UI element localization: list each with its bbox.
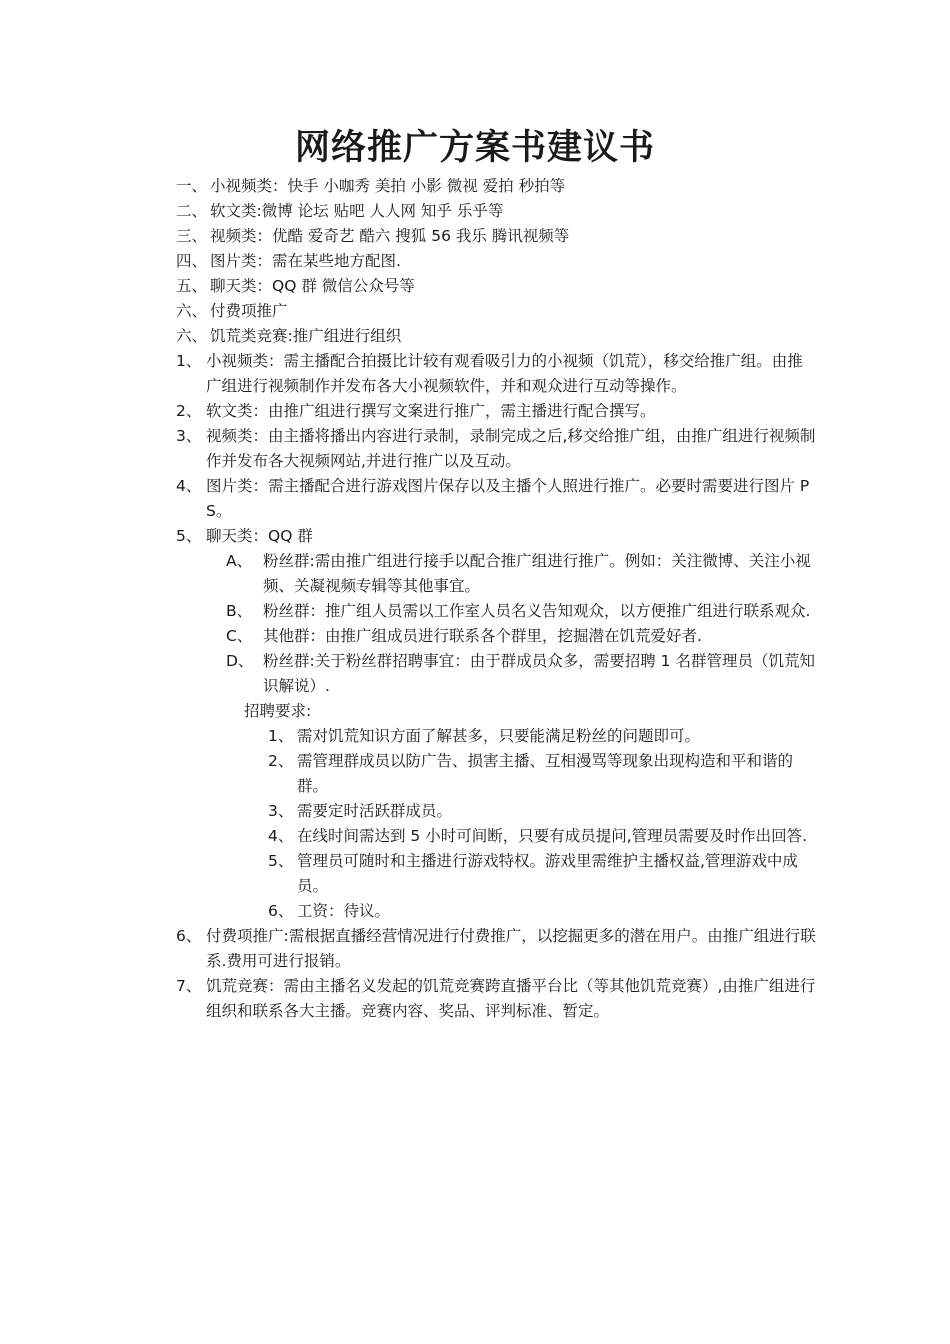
list-item	[176, 349, 816, 399]
sub-item-letter: B、	[226, 602, 253, 620]
category-number: 四、	[176, 252, 208, 270]
item-number: 3、	[176, 427, 202, 445]
recruit-number: 2、	[268, 752, 294, 770]
sub-item-letter: C、	[226, 627, 253, 645]
recruit-item	[176, 849, 816, 899]
category-number: 一、	[176, 177, 208, 195]
recruit-number: 6、	[268, 902, 294, 920]
recruit-number: 4、	[268, 827, 294, 845]
recruit-text: 管理员可随时和主播进行游戏特权。游戏里需维护主播权益,管理游戏中成员。	[297, 852, 798, 895]
item-number: 1、	[176, 352, 202, 370]
sub-item-letter: D、	[226, 652, 254, 670]
sub-item	[176, 649, 816, 699]
category-item	[176, 174, 816, 199]
category-text: 饥荒类竞赛:推广组进行组织	[210, 327, 402, 345]
document-body	[176, 174, 816, 1024]
category-text: 小视频类：快手 小咖秀 美拍 小影 微视 爱拍 秒拍等	[210, 177, 566, 195]
recruit-item	[176, 899, 816, 924]
recruit-item	[176, 799, 816, 824]
category-item	[176, 199, 816, 224]
item-text: 付费项推广:需根据直播经营情况进行付费推广，以挖掘更多的潜在用户。由推广组进行联系.费用可进行报销。	[206, 927, 816, 970]
sub-item-text: 粉丝群:关于粉丝群招聘事宜：由于群成员众多，需要招聘 1 名群管理员（饥荒知识解说）.	[263, 652, 815, 695]
list-item	[176, 924, 816, 974]
item-text: 小视频类：需主播配合拍摄比计较有观看吸引力的小视频（饥荒），移交给推广组。由推广组进行视频制作并发布各大小视频软件，并和观众进行互动等操作。	[206, 352, 803, 395]
category-number: 五、	[176, 277, 208, 295]
recruit-number: 1、	[268, 727, 294, 745]
category-number: 二、	[176, 202, 208, 220]
item-number: 5、	[176, 527, 202, 545]
recruit-text: 需对饥荒知识方面了解甚多，只要能满足粉丝的问题即可。	[297, 727, 701, 745]
recruit-text: 需管理群成员以防广告、损害主播、互相漫骂等现象出现构造和平和谐的群。	[297, 752, 794, 795]
item-text: 聊天类：QQ 群	[206, 527, 313, 545]
sub-item-text: 粉丝群：推广组人员需以工作室人员名义告知观众，以方便推广组进行联系观众.	[263, 602, 811, 620]
recruit-text: 需要定时活跃群成员。	[297, 802, 453, 820]
category-text: 软文类:微博 论坛 贴吧 人人网 知乎 乐乎等	[210, 202, 504, 220]
category-item	[176, 299, 816, 324]
item-number: 7、	[176, 977, 202, 995]
item-text: 图片类：需主播配合进行游戏图片保存以及主播个人照进行推广。必要时需要进行图片 PS。	[206, 477, 810, 520]
category-item	[176, 249, 816, 274]
category-number: 六、	[176, 327, 208, 345]
recruit-number: 3、	[268, 802, 294, 820]
sub-item	[176, 549, 816, 599]
category-item	[176, 274, 816, 299]
item-number: 4、	[176, 477, 202, 495]
category-text: 聊天类：QQ 群 微信公众号等	[210, 277, 415, 295]
sub-item-text: 粉丝群:需由推广组进行接手以配合推广组进行推广。例如：关注微博、关注小视频、关凝视频专辑等其他事宜。	[263, 552, 811, 595]
item-number: 6、	[176, 927, 202, 945]
category-number: 三、	[176, 227, 208, 245]
recruit-item	[176, 724, 816, 749]
category-item	[176, 224, 816, 249]
item-text: 视频类：由主播将播出内容进行录制，录制完成之后,移交给推广组，由推广组进行视频制作并发布各大视频网站,并进行推广以及互动。	[206, 427, 816, 470]
item-number: 2、	[176, 402, 202, 420]
sub-item-text: 其他群：由推广组成员进行联系各个群里，挖掘潜在饥荒爱好者.	[263, 627, 702, 645]
category-text: 付费项推广	[210, 302, 288, 320]
recruit-label: 招聘要求:	[244, 702, 312, 720]
document-title: 网络推广方案书建议书	[294, 128, 655, 168]
recruit-text: 在线时间需达到 5 小时可间断，只要有成员提问,管理员需要及时作出回答.	[297, 827, 808, 845]
item-text: 软文类：由推广组进行撰写文案进行推广，需主播进行配合撰写。	[206, 402, 656, 420]
item-text: 饥荒竞赛：需由主播名义发起的饥荒竞赛跨直播平台比（等其他饥荒竞赛）,由推广组进行组织和联系各大主播。竞赛内容、奖品、评判标准、暂定。	[206, 977, 816, 1020]
list-item	[176, 424, 816, 474]
list-item	[176, 974, 816, 1024]
recruit-item	[176, 749, 816, 799]
recruit-text: 工资：待议。	[297, 902, 391, 920]
sub-item	[176, 599, 816, 624]
list-item	[176, 474, 816, 524]
category-text: 视频类：优酷 爱奇艺 酷六 搜狐 56 我乐 腾讯视频等	[210, 227, 570, 245]
sub-item-letter: A、	[226, 552, 253, 570]
list-item	[176, 524, 816, 549]
recruit-item	[176, 824, 816, 849]
category-item	[176, 324, 816, 349]
sub-item	[176, 624, 816, 649]
category-text: 图片类：需在某些地方配图.	[210, 252, 401, 270]
recruit-number: 5、	[268, 852, 294, 870]
category-number: 六、	[176, 302, 208, 320]
list-item	[176, 399, 816, 424]
